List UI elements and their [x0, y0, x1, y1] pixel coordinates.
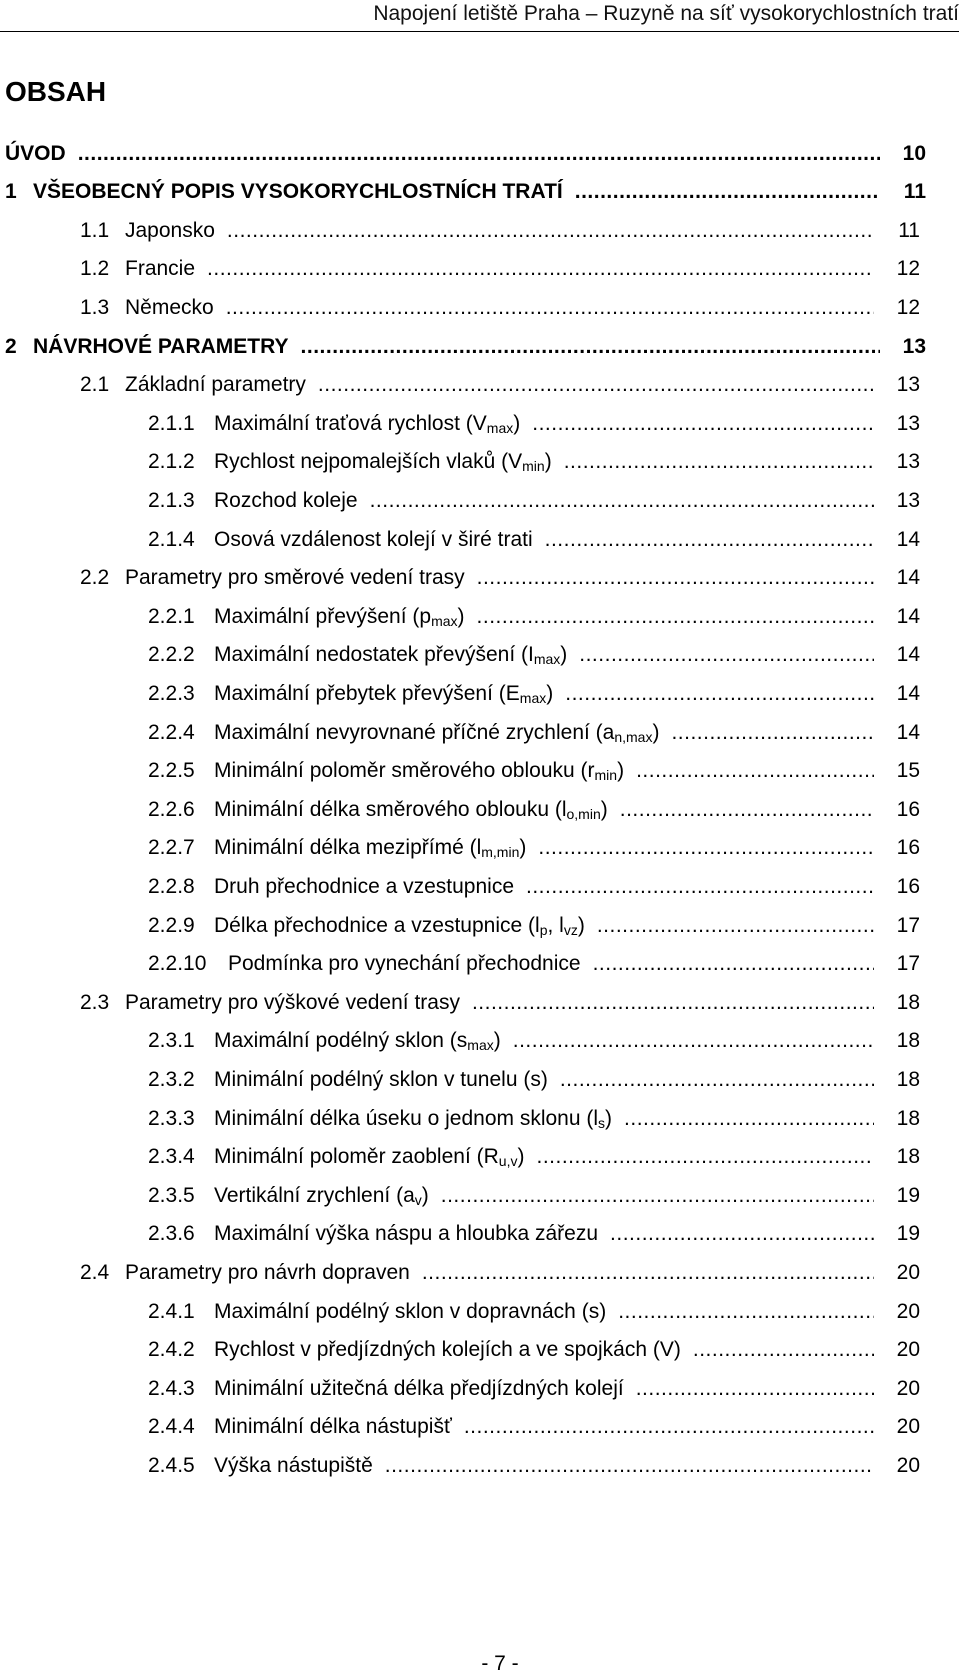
- toc-entry-number: 2.1: [80, 373, 110, 397]
- toc-entry-number: 2.1.1: [148, 411, 195, 435]
- toc-entry-page: 18: [896, 990, 920, 1014]
- toc-entry-number: 2.4.1: [148, 1299, 195, 1323]
- toc-entry-number: 2.1.2: [148, 450, 195, 474]
- toc-entry-title: Minimální délka úseku o jednom sklonu $(l_s)$: [214, 1106, 613, 1131]
- toc-entry-number: 2.2: [80, 566, 110, 590]
- toc-entry-title: Podmínka pro vynechání přechodnice: [228, 952, 581, 976]
- toc-entry-number: 2.4.5: [148, 1453, 195, 1477]
- toc-entry[interactable]: [148, 508, 920, 550]
- toc-entry-title: Minimální poloměr zaoblení $(R_{u,v})$: [214, 1145, 525, 1170]
- toc-entry-title: Minimální délka nástupišť: [214, 1415, 452, 1439]
- toc-entry[interactable]: [80, 354, 920, 396]
- toc-entry-page: 20: [896, 1376, 920, 1400]
- toc-entry[interactable]: [80, 1241, 920, 1283]
- toc-entry-page: 16: [896, 836, 920, 860]
- toc-entry[interactable]: [148, 1396, 920, 1438]
- toc-entry[interactable]: [80, 971, 920, 1013]
- toc-entry-title: Maximální nedostatek převýšení $(I_{max})$: [214, 643, 568, 668]
- toc-entry-page: 20: [896, 1299, 920, 1323]
- toc-entry-number: 1.3: [80, 295, 110, 319]
- toc-entry[interactable]: [148, 1087, 920, 1129]
- toc-entry-title: Maximální podélný sklon $(s_{max})$: [214, 1029, 501, 1054]
- toc-entry-page: 11: [898, 218, 920, 242]
- toc-entry-page: 16: [896, 874, 920, 898]
- toc-entry-number: 2.2.6: [148, 797, 195, 821]
- toc-entry-title: Minimální délka mezipřímé $(l_{m,min})$: [214, 836, 527, 861]
- toc-entry-title: Maximální nevyrovnané příčné zrychlení $(a_{n,max})$: [214, 720, 660, 745]
- toc-entry-number: 1.1: [80, 218, 110, 242]
- toc-entry[interactable]: [148, 817, 920, 859]
- toc-entry-title: Rozchod koleje: [214, 488, 358, 512]
- toc-entry-page: 14: [896, 643, 920, 667]
- toc-entry-page: 18: [896, 1106, 920, 1130]
- toc-entry-title: Výška nástupiště: [214, 1453, 373, 1477]
- toc-entry-page: 14: [896, 566, 920, 590]
- toc-entry-title: Vertikální zrychlení $(a_v)$: [214, 1183, 429, 1208]
- toc-entry[interactable]: [148, 1048, 920, 1090]
- toc-entry-page: 20: [896, 1415, 920, 1439]
- header-rule: [0, 31, 959, 32]
- toc-entry[interactable]: [148, 1164, 920, 1206]
- toc-entry-title: Německo: [125, 295, 214, 319]
- toc-entry-number: 2.2.10: [148, 952, 207, 976]
- toc-entry-number: 2.3.1: [148, 1029, 195, 1053]
- toc-entry-number: 2.2.7: [148, 836, 195, 860]
- toc-entry-number: 2.4.2: [148, 1338, 195, 1362]
- toc-entry-title: Minimální podélný sklon v tunelu (s): [214, 1067, 548, 1091]
- toc-entry[interactable]: [148, 1319, 920, 1361]
- toc-entry-title: Maximální převýšení $(p_{max})$: [214, 604, 465, 629]
- toc-entry-page: 13: [896, 411, 920, 435]
- toc-entry-page: 14: [896, 681, 920, 705]
- toc-entry[interactable]: [80, 199, 920, 241]
- toc-entry[interactable]: [148, 740, 920, 782]
- toc-entry-number: 2.3.4: [148, 1145, 195, 1169]
- toc-entry-title: Maximální traťová rychlost $(V_{max})$: [214, 411, 521, 436]
- toc-entry[interactable]: [148, 933, 920, 975]
- toc-entry-page: 20: [896, 1338, 920, 1362]
- toc-entry[interactable]: [80, 238, 920, 280]
- toc-entry-page: 10: [902, 141, 926, 165]
- toc-entry[interactable]: [148, 431, 920, 473]
- toc-entry-title: Japonsko: [125, 218, 215, 242]
- toc-entry-page: 11: [903, 180, 926, 204]
- toc-entry-title: Parametry pro výškové vedení trasy: [125, 990, 460, 1014]
- toc-entry-number: 2.1.3: [148, 488, 195, 512]
- toc-entry-title: Minimální délka směrového oblouku $(l_{o,min})$: [214, 797, 608, 822]
- toc-entry[interactable]: [148, 1357, 920, 1399]
- toc-entry-number: 1.2: [80, 257, 110, 281]
- toc-entry[interactable]: [148, 1203, 920, 1245]
- toc-entry-number: 2.2.5: [148, 759, 195, 783]
- toc-entry-page: 20: [896, 1260, 920, 1284]
- toc-entry-page: 18: [896, 1029, 920, 1053]
- toc-entry-page: 19: [896, 1183, 920, 1207]
- toc-entry-page: 12: [896, 257, 920, 281]
- toc-entry-page: 19: [896, 1222, 920, 1246]
- toc-entry-number: 2.4: [80, 1260, 110, 1284]
- toc-entry-number: 2.3.5: [148, 1183, 195, 1207]
- toc-entry-page: 13: [902, 334, 926, 358]
- toc-entry-number: 2.1.4: [148, 527, 195, 551]
- toc-entry[interactable]: [148, 662, 920, 704]
- toc-entry-title: Délka přechodnice a vzestupnice ($l_p$, $l_{vz}$): [214, 913, 585, 938]
- toc-entry[interactable]: [80, 276, 920, 318]
- toc-entry[interactable]: [148, 894, 920, 936]
- toc-entry-number: 2.2.4: [148, 720, 195, 744]
- toc-entry[interactable]: [148, 1010, 920, 1052]
- toc-entry-page: 14: [896, 720, 920, 744]
- toc-entry-page: 13: [896, 450, 920, 474]
- toc-entry[interactable]: [148, 624, 920, 666]
- toc-entry-title: Francie: [125, 257, 196, 281]
- toc-entry-title: Minimální užitečná délka předjízdných kolejí: [214, 1376, 624, 1400]
- toc-entry-page: 16: [896, 797, 920, 821]
- toc-entry-title: Parametry pro směrové vedení trasy: [125, 566, 465, 590]
- page-number: - 7 -: [481, 1652, 519, 1675]
- toc-entry-number: 2.2.3: [148, 681, 195, 705]
- toc-entry[interactable]: [148, 1126, 920, 1168]
- toc-entry-number: 2: [5, 334, 17, 358]
- toc-entry-title: Druh přechodnice a vzestupnice: [214, 874, 515, 898]
- toc-entry-title: Maximální výška náspu a hloubka zářezu: [214, 1222, 599, 1246]
- toc-entry-page: 12: [896, 295, 920, 319]
- toc-entry-number: 2.4.3: [148, 1376, 195, 1400]
- toc-entry[interactable]: [148, 585, 920, 627]
- toc-entry-page: 13: [896, 373, 920, 397]
- toc-entry[interactable]: [148, 392, 920, 434]
- toc-entry-number: 2.3.3: [148, 1106, 195, 1130]
- toc-entry-page: 17: [896, 913, 920, 937]
- toc-entry[interactable]: [80, 547, 920, 589]
- toc-entry-title: Maximální přebytek převýšení $(E_{max})$: [214, 681, 554, 706]
- toc-entry[interactable]: [148, 701, 920, 743]
- toc-entry[interactable]: [5, 161, 926, 203]
- toc-entry-page: 14: [896, 527, 920, 551]
- toc-entry[interactable]: [5, 122, 926, 164]
- toc-entry-title: VŠEOBECNÝ POPIS VYSOKORYCHLOSTNÍCH TRATÍ: [33, 180, 563, 204]
- toc-entry-number: 2.3.2: [148, 1067, 195, 1091]
- toc-entry-number: 2.2.2: [148, 643, 195, 667]
- toc-entry-page: 18: [896, 1067, 920, 1091]
- toc-entry-title: Základní parametry: [125, 373, 306, 397]
- toc-entry-title: Parametry pro návrh dopraven: [125, 1260, 410, 1284]
- toc-entry-number: 1: [5, 180, 17, 204]
- toc-entry-page: 20: [896, 1453, 920, 1477]
- running-header: Napojení letiště Praha – Ruzyně na síť vysokorychlostních tratí: [373, 2, 959, 25]
- toc-entry-page: 17: [896, 952, 920, 976]
- toc-entry[interactable]: [148, 1434, 920, 1476]
- toc-entry-number: 2.4.4: [148, 1415, 195, 1439]
- toc-entry-page: 15: [896, 759, 920, 783]
- toc-entry[interactable]: [148, 778, 920, 820]
- toc-entry-number: 2.3.6: [148, 1222, 195, 1246]
- toc-entry-title: Rychlost v předjízdných kolejích a ve spojkách (V): [214, 1338, 681, 1362]
- toc-entry-title: NÁVRHOVÉ PARAMETRY: [33, 334, 289, 358]
- toc-entry-page: 18: [896, 1145, 920, 1169]
- toc-entry-title: ÚVOD: [5, 141, 66, 165]
- toc-entry-title: Maximální podélný sklon v dopravnách (s): [214, 1299, 607, 1323]
- toc-entry-title: Rychlost nejpomalejších vlaků $(V_{min})$: [214, 450, 552, 475]
- toc-entry-number: 2.2.8: [148, 874, 195, 898]
- toc-dot-leader: [385, 1454, 874, 1476]
- toc-heading: OBSAH: [5, 76, 107, 107]
- toc-entry-number: 2.2.9: [148, 913, 195, 937]
- toc-entry[interactable]: [5, 315, 926, 357]
- toc-entry[interactable]: [148, 469, 920, 511]
- toc-entry-page: 14: [896, 604, 920, 628]
- toc-entry[interactable]: [148, 1280, 920, 1322]
- toc-entry[interactable]: [148, 855, 920, 897]
- toc-entry-page: 13: [896, 488, 920, 512]
- toc-entry-title: Minimální poloměr směrového oblouku $(r_{min})$: [214, 759, 625, 784]
- toc-entry-title: Osová vzdálenost kolejí v širé trati: [214, 527, 533, 551]
- toc-entry-number: 2.2.1: [148, 604, 195, 628]
- toc-entry-number: 2.3: [80, 990, 110, 1014]
